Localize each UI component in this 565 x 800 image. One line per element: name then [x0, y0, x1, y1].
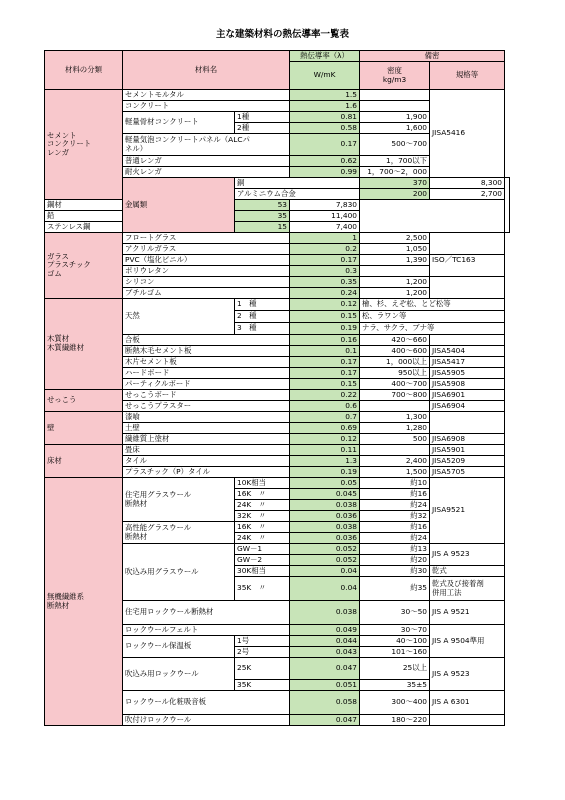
conductivity-value: 0.2 [290, 244, 360, 255]
material-name: ロックウール化粧吸音板 [123, 691, 290, 715]
material-name: ブチルゴム [123, 288, 290, 299]
material-name: フロートグラス [123, 233, 290, 244]
material-name: 軽量気泡コンクリートパネル（ALCパ ネル） [123, 134, 290, 156]
density-unit: kg/m3 [382, 74, 407, 84]
material-name: 住宅用グラスウール 断熱材 [123, 478, 235, 522]
conductivity-value: 0.036 [290, 533, 360, 544]
material-name: セメントモルタル [123, 90, 290, 101]
material-grade: 24K 〃 [235, 500, 290, 511]
standard-value [505, 178, 510, 233]
material-name: 天然 [123, 299, 235, 335]
density-value: 1,500 [360, 467, 430, 478]
conductivity-value: 0.051 [290, 680, 360, 691]
material-grade: 2種 [235, 123, 290, 134]
material-name: PVC（塩化ビニル） [123, 255, 290, 266]
conductivity-value: 1.3 [290, 456, 360, 467]
density-value: 300～400 [360, 691, 430, 715]
material-name: 断熱木毛セメント板 [123, 346, 290, 357]
material-name: 畳床 [123, 445, 290, 456]
density-value: 400～700 [360, 379, 430, 390]
material-grade: 25K [235, 658, 290, 680]
density-value: 約30 [360, 566, 430, 577]
material-name: アルミニウム合金 [235, 189, 360, 200]
density-value: 11,400 [290, 211, 360, 222]
conductivity-value: 0.04 [290, 577, 360, 601]
material-name: 吹込み用グラスウール [123, 544, 235, 601]
conductivity-value: 0.6 [290, 401, 360, 412]
conductivity-value: 0.81 [290, 112, 360, 123]
density-value: 7,400 [290, 222, 360, 233]
material-name: 鋼材 [45, 200, 235, 211]
density-value [360, 266, 430, 277]
density-value: 25以上 [360, 658, 430, 680]
standard-value: JIS A 6301 [430, 691, 505, 715]
standard-value: JISA5404 [430, 346, 505, 357]
conductivity-value: 0.058 [290, 691, 360, 715]
category-cement: セメント コンクリート レンガ [45, 90, 123, 200]
density-value: 約35 [360, 577, 430, 601]
material-name: パーティクルボード [123, 379, 290, 390]
density-value: 8,300 [430, 178, 505, 189]
conductivity-value: 0.15 [290, 379, 360, 390]
material-name: 銅 [235, 178, 360, 189]
header-standard: 規格等 [430, 62, 505, 90]
density-value [360, 445, 430, 456]
conductivity-value: 0.3 [290, 266, 360, 277]
conductivity-value: 0.17 [290, 357, 360, 368]
density-value: 950以上 [360, 368, 430, 379]
conductivity-value: 0.044 [290, 636, 360, 647]
density-value: 40～100 [360, 636, 430, 647]
material-name: 土壁 [123, 423, 290, 434]
density-value: 500 [360, 434, 430, 445]
material-name: 高性能グラスウール 断熱材 [123, 522, 235, 544]
density-value: 420～660 [360, 335, 430, 346]
material-grade: GW－1 [235, 544, 290, 555]
conductivity-value: 370 [360, 178, 430, 189]
conductivity-value: 1.5 [290, 90, 360, 101]
header-conductivity: 熱伝導率（λ） [290, 51, 360, 62]
density-value: 約16 [360, 489, 430, 500]
header-category: 材料の分類 [45, 51, 123, 90]
material-grade: 1種 [235, 112, 290, 123]
standard-value: JISA6904 [430, 401, 505, 412]
material-grade: 1号 [235, 636, 290, 647]
density-value: 7,830 [290, 200, 360, 211]
material-name: 耐火レンガ [123, 167, 290, 178]
standard-value: ISO／TC163 [430, 255, 505, 266]
density-value [360, 90, 430, 101]
standard-value: JISA5908 [430, 379, 505, 390]
material-name: ハードボード [123, 368, 290, 379]
material-name: 繊維質上塗材 [123, 434, 290, 445]
material-name: 普通レンガ [123, 156, 290, 167]
conductivity-value: 0.12 [290, 434, 360, 445]
density-value: 松、ラワン等 [360, 311, 505, 323]
standard-value: JISA5417 [430, 357, 505, 368]
conductivity-value: 1 [290, 233, 360, 244]
category-flooring: 床材 [45, 445, 123, 478]
material-name: せっこうプラスター [123, 401, 290, 412]
density-value: 約20 [360, 555, 430, 566]
conductivity-value: 0.038 [290, 500, 360, 511]
material-name: 漆喰 [123, 412, 290, 423]
standard-value [430, 266, 505, 277]
density-value: 1,600 [360, 123, 430, 134]
material-grade: 16K 〃 [235, 522, 290, 533]
material-name: 合板 [123, 335, 290, 346]
conductivity-value: 0.17 [290, 134, 360, 156]
density-value: 1,900 [360, 112, 430, 123]
density-value: 2,700 [430, 189, 505, 200]
conductivity-value: 1.6 [290, 101, 360, 112]
conductivity-value: 0.047 [290, 658, 360, 680]
conductivity-value: 35 [235, 211, 290, 222]
conductivity-value: 0.19 [290, 323, 360, 335]
standard-value [430, 233, 505, 255]
material-name: 鉛 [45, 211, 235, 222]
density-value: 400～600 [360, 346, 430, 357]
material-grade: 24K 〃 [235, 533, 290, 544]
material-name: 吹付けロックウール [123, 715, 290, 726]
density-value: ナラ、サクラ、ブナ等 [360, 323, 505, 335]
material-name: ロックウールフェルト [123, 625, 290, 636]
conductivity-value: 0.047 [290, 715, 360, 726]
standard-value: JISA5705 [430, 467, 505, 478]
density-value: 500～700 [360, 134, 430, 156]
category-wall: 壁 [45, 412, 123, 445]
conductivity-value: 15 [235, 222, 290, 233]
material-name: コンクリート [123, 101, 290, 112]
conductivity-value: 0.15 [290, 311, 360, 323]
density-value: 1，700以下 [360, 156, 430, 167]
density-value: 30～70 [360, 625, 430, 636]
conductivity-value: 0.049 [290, 625, 360, 636]
material-name: ロックウール保温板 [123, 636, 235, 658]
standard-value: JISA9521 [430, 478, 505, 544]
conductivity-value: 0.35 [290, 277, 360, 288]
material-name: シリコン [123, 277, 290, 288]
category-gypsum: せっこう [45, 390, 123, 412]
material-name: 軽量骨材コンクリート [123, 112, 235, 134]
density-value: 約10 [360, 478, 430, 489]
material-grade: GW－2 [235, 555, 290, 566]
conductivity-value: 0.12 [290, 299, 360, 311]
density-value: 約16 [360, 522, 430, 533]
density-value: 檜、杉、えぞ松、とど松等 [360, 299, 505, 311]
density-value: 1,050 [360, 244, 430, 255]
material-grade: 1 種 [235, 299, 290, 311]
density-value: 1，700～2，000 [360, 167, 430, 178]
conductivity-value: 0.17 [290, 255, 360, 266]
material-name: 木片セメント板 [123, 357, 290, 368]
header-remarks: 備密 [360, 51, 505, 62]
material-name: 吹込み用ロックウール [123, 658, 235, 691]
conductivity-value: 0.62 [290, 156, 360, 167]
density-value: 1,200 [360, 288, 430, 299]
conductivity-value: 0.58 [290, 123, 360, 134]
density-value: 180～220 [360, 715, 430, 726]
material-name: プラスチック（P）タイル [123, 467, 290, 478]
standard-value: JISA6901 [430, 390, 505, 401]
conductivity-value: 0.04 [290, 566, 360, 577]
density-value: 2,400 [360, 456, 430, 467]
header-conductivity-unit: W/mK [290, 62, 360, 90]
material-grade: 16K 〃 [235, 489, 290, 500]
material-grade: 2 種 [235, 311, 290, 323]
conductivity-value: 0.22 [290, 390, 360, 401]
conductivity-value: 0.1 [290, 346, 360, 357]
conductivity-value: 0.045 [290, 489, 360, 500]
conductivity-value: 0.17 [290, 368, 360, 379]
standard-value: JISA5905 [430, 368, 505, 379]
material-grade: 2号 [235, 647, 290, 658]
conductivity-value: 0.052 [290, 544, 360, 555]
density-value: 700～800 [360, 390, 430, 401]
header-material: 材料名 [123, 51, 290, 90]
standard-value: JIS A 9523 [430, 544, 505, 566]
material-name: ポリウレタン [123, 266, 290, 277]
conductivity-value: 0.7 [290, 412, 360, 423]
standard-value [430, 277, 505, 299]
material-grade: 30K相当 [235, 566, 290, 577]
standard-value: JIS A 9504準用 [430, 625, 505, 658]
standard-value: 乾式 [430, 566, 505, 577]
standard-value [430, 412, 505, 434]
standard-value: JISA6908 [430, 434, 505, 445]
material-grade: 35K [235, 680, 290, 691]
material-name: 住宅用ロックウール断熱材 [123, 601, 290, 625]
standard-value: JIS A 9521 [430, 601, 505, 625]
material-grade: 35K 〃 [235, 577, 290, 601]
conductivity-value: 0.036 [290, 511, 360, 522]
category-inorganic-fiber: 無機繊維系 断熱材 [45, 478, 123, 726]
standard-value: JISA5416 [430, 90, 505, 178]
density-value: 1,280 [360, 423, 430, 434]
standard-value: JIS A 9523 [430, 658, 505, 691]
conductivity-value: 0.19 [290, 467, 360, 478]
category-glass-plastic-rubber: ガラス プラスチック ゴム [45, 233, 123, 299]
density-label: 密度 [387, 65, 402, 75]
conductivity-value: 0.043 [290, 647, 360, 658]
conductivity-value: 0.11 [290, 445, 360, 456]
density-value: 1,200 [360, 277, 430, 288]
material-name: ステンレス鋼 [45, 222, 235, 233]
standard-value [430, 335, 505, 346]
density-value: 1,300 [360, 412, 430, 423]
category-wood: 木質材 木質繊維材 [45, 299, 123, 390]
density-value: 約32 [360, 511, 430, 522]
density-value: 1,390 [360, 255, 430, 266]
density-value: 101～160 [360, 647, 430, 658]
thermal-conductivity-table [44, 50, 510, 726]
standard-value: JISA5209 [430, 456, 505, 467]
density-value: 2,500 [360, 233, 430, 244]
conductivity-value: 0.052 [290, 555, 360, 566]
conductivity-value: 200 [360, 189, 430, 200]
category-metals: 金属類 [123, 178, 235, 233]
conductivity-value: 0.038 [290, 522, 360, 533]
conductivity-value: 0.16 [290, 335, 360, 346]
conductivity-value: 53 [235, 200, 290, 211]
standard-value: JISA5901 [430, 445, 505, 456]
density-value: 30～50 [360, 601, 430, 625]
density-value: 35±5 [360, 680, 430, 691]
header-density [360, 62, 430, 90]
conductivity-value: 0.69 [290, 423, 360, 434]
density-value: 約24 [360, 533, 430, 544]
density-value: 約13 [360, 544, 430, 555]
material-grade: 32K 〃 [235, 511, 290, 522]
conductivity-value: 0.24 [290, 288, 360, 299]
page-title: 主な建築材料の熱伝導率一覧表 [215, 29, 349, 40]
standard-value: 乾式及び接着剤 併用工法 [430, 577, 505, 601]
material-grade: 3 種 [235, 323, 290, 335]
conductivity-value: 0.99 [290, 167, 360, 178]
material-grade: 10K相当 [235, 478, 290, 489]
density-value [360, 401, 430, 412]
material-name: せっこうボード [123, 390, 290, 401]
density-value: 約24 [360, 500, 430, 511]
conductivity-value: 0.038 [290, 601, 360, 625]
density-value [360, 101, 430, 112]
standard-value [430, 715, 505, 726]
material-name: タイル [123, 456, 290, 467]
density-value: 1，000以上 [360, 357, 430, 368]
conductivity-value: 0.05 [290, 478, 360, 489]
material-name: アクリルガラス [123, 244, 290, 255]
